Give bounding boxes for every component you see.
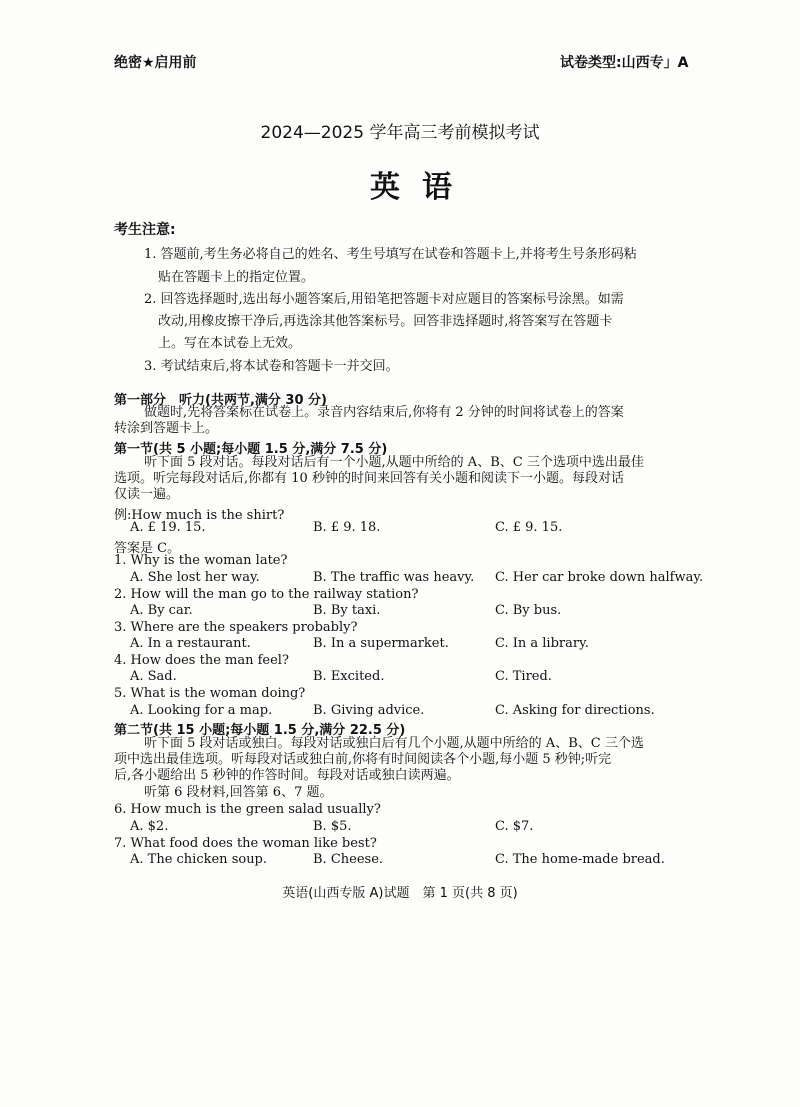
section2-heading: 第二节(共 15 小题;每小题 1.5 分,满分 22.5 分)	[114, 723, 406, 738]
option-a: A. $2.	[130, 819, 169, 834]
example-question: 例:How much is the shirt?	[114, 508, 285, 523]
option-b: B. Giving advice.	[313, 703, 425, 718]
option-c: C. By bus.	[495, 603, 562, 618]
option-a: A. The chicken soup.	[130, 852, 268, 867]
part1-heading: 第一部分 听力(共两节,满分 30 分)	[114, 393, 327, 408]
option-b: B. By taxi.	[313, 603, 381, 618]
option-b: B. Excited.	[313, 669, 385, 684]
notice-line: 1. 答题前,考生务必将自己的姓名、考生号填写在试卷和答题卡上,并将考生号条形码粘	[144, 247, 637, 262]
section1-instruction: 听下面 5 段对话。每段对话后有一个小题,从题中所给的 A、B、C 三个选项中选出最佳	[144, 455, 644, 470]
page-footer: 英语(山西专版 A)试题 第 1 页(共 8 页)	[282, 886, 518, 901]
option-c: C. Tired.	[495, 669, 552, 684]
option-b: B. The traffic was heavy.	[313, 570, 475, 585]
option-a: A. £ 19. 15.	[130, 520, 206, 535]
notice-heading: 考生注意:	[114, 222, 176, 238]
notice-line: 上。写在本试卷上无效。	[158, 336, 302, 351]
question: 2. How will the man go to the railway station?	[114, 587, 419, 602]
exam-title: 2024—2025 学年高三考前模拟考试	[260, 123, 540, 143]
notice-line: 改动,用橡皮擦干净后,再选涂其他答案标号。回答非选择题时,将答案写在答题卡	[158, 314, 613, 329]
option-c: C. The home-made bread.	[495, 852, 665, 867]
section2-instruction: 后,各小题给出 5 秒钟的作答时间。每段对话或独白读两遍。	[114, 768, 460, 783]
part1-intro: 转涂到答题卡上。	[114, 421, 219, 436]
option-a: A. She lost her way.	[130, 570, 260, 585]
material-note: 听第 6 段材料,回答第 6、7 题。	[144, 785, 333, 800]
notice-line: 3. 考试结束后,将本试卷和答题卡一并交回。	[144, 359, 399, 374]
section2-instruction: 听下面 5 段对话或独白。每段对话或独白后有几个小题,从题中所给的 A、B、C 三个选	[144, 736, 644, 751]
question: 4. How does the man feel?	[114, 653, 289, 668]
subject-title: 英语	[370, 170, 474, 205]
example-answer: 答案是 C。	[114, 541, 181, 556]
section1-instruction: 仅读一遍。	[114, 487, 180, 502]
option-b: B. £ 9. 18.	[313, 520, 381, 535]
option-a: A. By car.	[130, 603, 193, 618]
question: 3. Where are the speakers probably?	[114, 620, 358, 635]
option-c: C. Asking for directions.	[495, 703, 655, 718]
section1-instruction: 选项。听完每段对话后,你都有 10 秒钟的时间来回答有关小题和阅读下一小题。每段对话	[114, 471, 624, 486]
question: 7. What food does the woman like best?	[114, 836, 377, 851]
option-b: B. $5.	[313, 819, 352, 834]
question: 5. What is the woman doing?	[114, 686, 306, 701]
option-a: A. Looking for a map.	[130, 703, 273, 718]
paper-type-label: 试卷类型:山西专」A	[560, 55, 689, 71]
option-a: A. Sad.	[130, 669, 177, 684]
confidential-label: 绝密★启用前	[114, 55, 197, 71]
option-b: B. In a supermarket.	[313, 636, 449, 651]
option-c: C. $7.	[495, 819, 534, 834]
notice-line: 2. 回答选择题时,选出每小题答案后,用铅笔把答题卡对应题目的答案标号涂黑。如需	[144, 292, 624, 307]
option-a: A. In a restaurant.	[130, 636, 251, 651]
option-c: C. In a library.	[495, 636, 589, 651]
question: 1. Why is the woman late?	[114, 553, 288, 568]
question: 6. How much is the green salad usually?	[114, 802, 381, 817]
option-b: B. Cheese.	[313, 852, 384, 867]
notice-line: 贴在答题卡上的指定位置。	[158, 270, 315, 285]
option-c: C. Her car broke down halfway.	[495, 570, 704, 585]
section2-instruction: 项中选出最佳选项。听每段对话或独白前,你将有时间阅读各个小题,每小题 5 秒钟;听完	[114, 752, 612, 767]
option-c: C. £ 9. 15.	[495, 520, 563, 535]
section1-heading: 第一节(共 5 小题;每小题 1.5 分,满分 7.5 分)	[114, 442, 388, 457]
part1-intro: 做题时,先将答案标在试卷上。录音内容结束后,你将有 2 分钟的时间将试卷上的答案	[144, 405, 624, 420]
